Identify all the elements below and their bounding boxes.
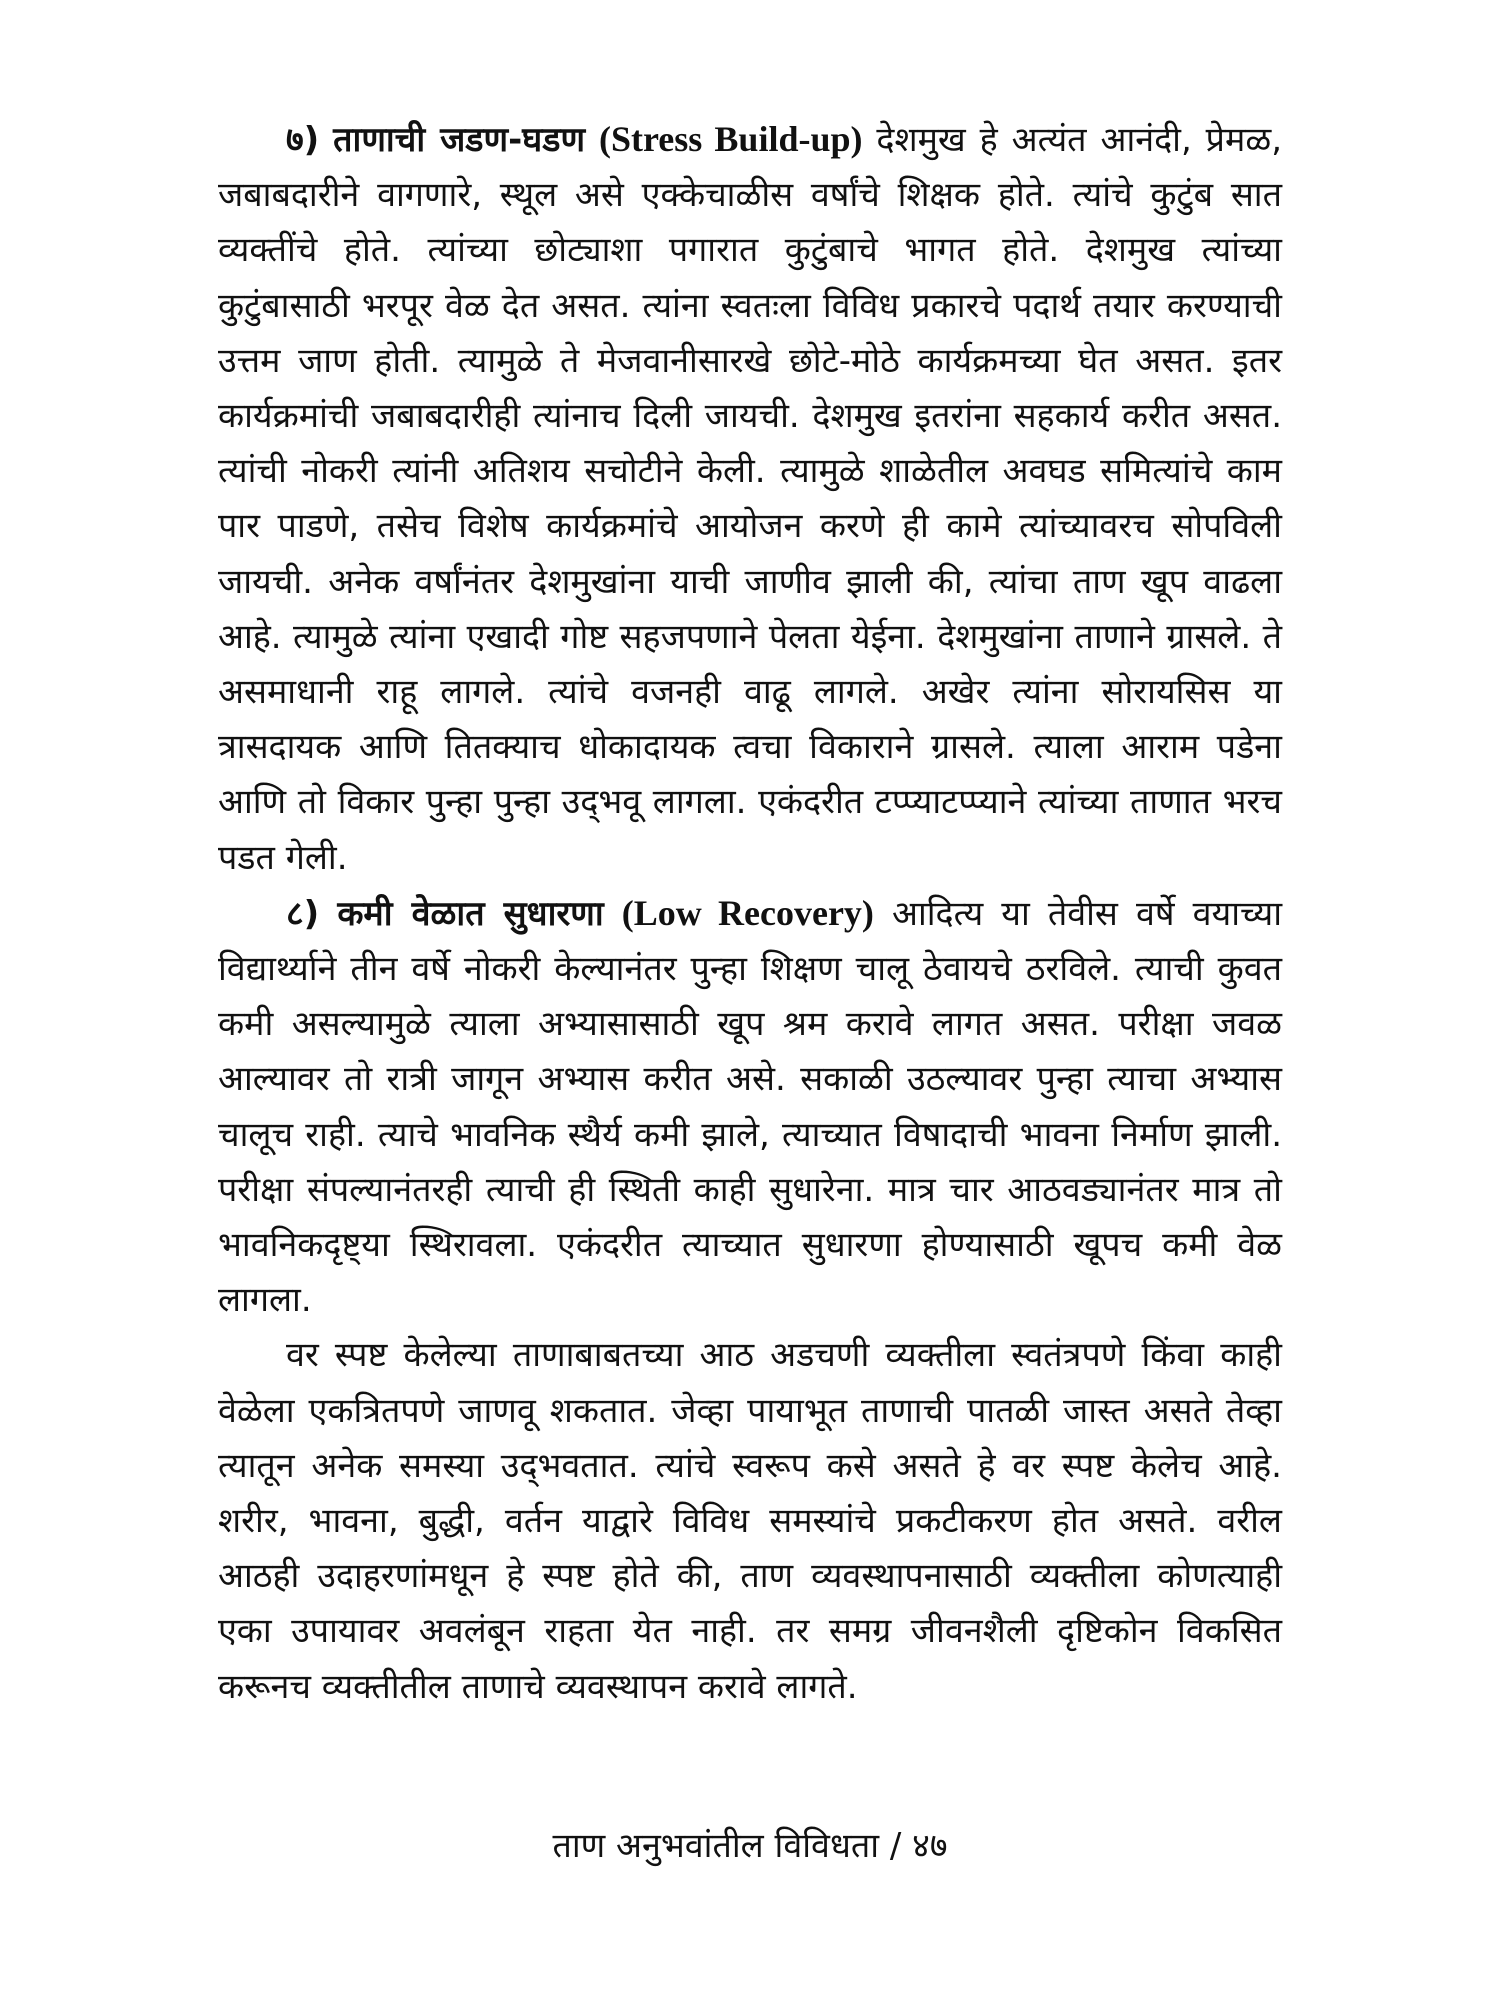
closing-paragraph: वर स्पष्ट केलेल्या ताणाबाबतच्या आठ अडचणी व्यक्तीला स्वतंत्रपणे किंवा काही वेळेला एकत्रितपणे जाणवू शकतात. जेव्हा पायाभूत ताणाची पातळी जास्त असते तेव्हा त्यातून अनेक समस्या उद्‌भवतात. त्यांचे स्वरूप कसे असते हे वर स्पष्ट केलेच आहे. शरीर, भावना, बुद्धी, वर्तन याद्वारे विविध समस्यांचे प्रकटीकरण होत असते. वरील आठही उदाहरणांमधून हे स्पष्ट होते की, ताण व्यवस्थापनासाठी व्यक्तीला कोणत्याही एका उपायावर अवलंबून राहता येत नाही. तर समग्र जीवनशैली दृष्टिकोन विकसित करूनच व्यक्तीतील ताणाचे व्यवस्थापन करावे लागते.: [218, 1335, 1282, 1707]
section-7-paragraph: [218, 112, 1282, 886]
section-7-number: ७): [286, 120, 320, 160]
section-7-body: देशमुख हे अत्यंत आनंदी, प्रेमळ, जबाबदारीने वागणारे, स्थूल असे एक्केचाळीस वर्षांचे शिक्षक होते. त्यांचे कुटुंब सात व्यक्तींचे होते. त्यांच्या छोट्याशा पगारात कुटुंबाचे भागत होते. देशमुख त्यांच्या कुटुंबासाठी भरपूर वेळ देत असत. त्यांना स्वतःला विविध प्रकारचे पदार्थ तयार करण्याची उत्तम जाण होती. त्यामुळे ते मेजवानीसारखे छोटे-मोठे कार्यक्रमच्या घेत असत. इतर कार्यक्रमांची जबाबदारीही त्यांनाच दिली जायची. देशमुख इतरांना सहकार्य करीत असत. त्यांची नोकरी त्यांनी अतिशय सचोटीने केली. त्यामुळे शाळेतील अवघड समित्यांचे काम पार पाडणे, तसेच विशेष कार्यक्रमांचे आयोजन करणे ही कामे त्यांच्यावरच सोपविली जायची. अनेक वर्षांनंतर देशमुखांना याची जाणीव झाली की, त्यांचा ताण खूप वाढला आहे. त्यामुळे त्यांना एखादी गोष्ट सहजपणाने पेलता येईना. देशमुखांना ताणाने ग्रासले. ते असमाधानी राहू लागले. त्यांचे वजनही वाढू लागले. अखेर त्यांना सोरायसिस या त्रासदायक आणि तितक्याच धोकादायक त्वचा विकाराने ग्रासले. त्याला आराम पडेना आणि तो विकार पुन्हा पुन्हा उद्‌भवू लागला. एकंदरीत टप्प्याटप्प्याने त्यांच्या ताणात भरच पडत गेली.: [218, 120, 1283, 878]
footer-separator: /: [889, 1826, 902, 1866]
section-8-english-title: (Low Recovery): [621, 892, 874, 933]
section-8-body: आदित्य या तेवीस वर्षे वयाच्या विद्यार्थ्याने तीन वर्षे नोकरी केल्यानंतर पुन्हा शिक्षण चालू ठेवायचे ठरविले. त्याची कुवत कमी असल्यामुळे त्याला अभ्यासासाठी खूप श्रम करावे लागत असत. परीक्षा जवळ आल्यावर तो रात्री जागून अभ्यास करीत असे. सकाळी उठल्यावर पुन्हा त्याचा अभ्यास चालूच राही. त्याचे भावनिक स्थैर्य कमी झाले, त्याच्यात विषादाची भावना निर्माण झाली. परीक्षा संपल्यानंतरही त्याची ही स्थिती काही सुधारेना. मात्र चार आठवड्यानंतर मात्र तो भावनिकदृष्ट्या स्थिरावला. एकंदरीत त्याच्यात सुधारणा होण्यासाठी खूपच कमी वेळ लागला.: [218, 893, 1283, 1321]
page-footer: [0, 1822, 1500, 1870]
section-8-title: कमी वेळात सुधारणा: [337, 893, 604, 934]
section-8-number: ८): [286, 893, 320, 934]
section-7-english-title: (Stress Build-up): [598, 119, 863, 159]
section-8-paragraph: [218, 886, 1282, 1329]
footer-title: ताण अनुभवांतील विविधता: [552, 1826, 880, 1866]
page-number: ४७: [912, 1826, 948, 1866]
page-body: [218, 112, 1282, 1715]
section-7-title: ताणाची जडण-घडण: [333, 120, 586, 160]
